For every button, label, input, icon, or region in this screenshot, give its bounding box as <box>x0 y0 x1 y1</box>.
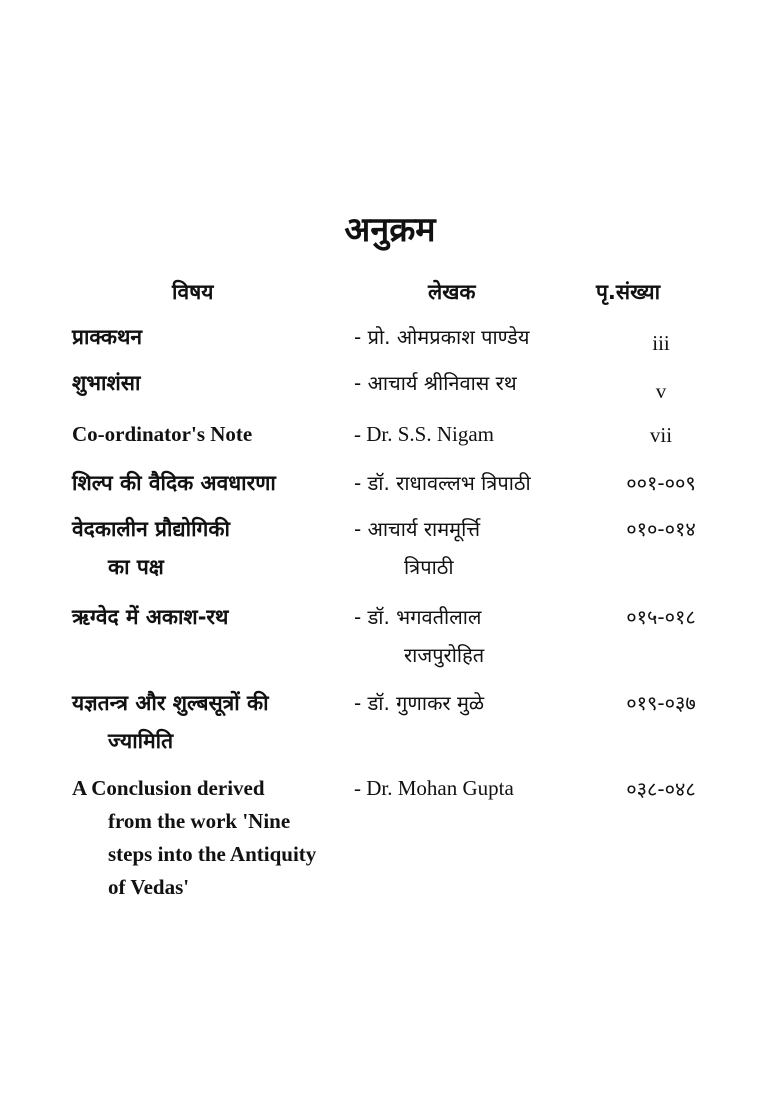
toc-author: - आचार्य श्रीनिवास रथ <box>354 371 517 395</box>
toc-subject: A Conclusion derived from the work 'Nine steps into the Antiquity of Vedas' <box>72 776 317 899</box>
toc-pages: v <box>655 379 667 403</box>
toc-author: - डॉ. गुणाकर मुळे <box>354 691 485 715</box>
toc-pages: ०३८-०४८ <box>626 777 696 801</box>
column-header-subject: विषय <box>172 280 214 304</box>
toc-subject: Co-ordinator's Note <box>72 422 253 446</box>
toc-pages: ०१०-०१४ <box>626 517 696 541</box>
toc-author: - Dr. Mohan Gupta <box>354 776 514 800</box>
toc-pages: iii <box>652 331 670 355</box>
toc-author: - डॉ. राधावल्लभ त्रिपाठी <box>354 471 531 495</box>
toc-pages: ००१-००९ <box>626 471 696 495</box>
column-header-pages: पृ.संख्या <box>596 280 661 304</box>
page-title: अनुक्रम <box>344 210 436 250</box>
toc-pages: vii <box>649 423 673 447</box>
toc-author: - आचार्य राममूर्त्ति त्रिपाठी <box>354 517 481 579</box>
toc-pages: ०१५-०१८ <box>626 605 696 629</box>
toc-subject: शुभाशंसा <box>72 371 141 395</box>
toc-author: - डॉ. भगवतीलाल राजपुरोहित <box>354 605 485 667</box>
toc-subject: यज्ञतन्त्र और शुल्बसूत्रों की ज्यामिति <box>72 691 269 753</box>
toc-author: - Dr. S.S. Nigam <box>354 422 495 446</box>
column-header-author: लेखक <box>428 280 476 304</box>
toc-pages: ०१९-०३७ <box>626 691 696 715</box>
toc-subject: ऋग्वेद में अकाश-रथ <box>72 605 229 629</box>
toc-subject: प्राक्कथन <box>72 325 143 349</box>
toc-author: - प्रो. ओमप्रकाश पाण्डेय <box>354 325 530 349</box>
toc-subject: वेदकालीन प्रौद्योगिकी का पक्ष <box>72 517 230 579</box>
toc-subject: शिल्प की वैदिक अवधारणा <box>72 471 276 495</box>
